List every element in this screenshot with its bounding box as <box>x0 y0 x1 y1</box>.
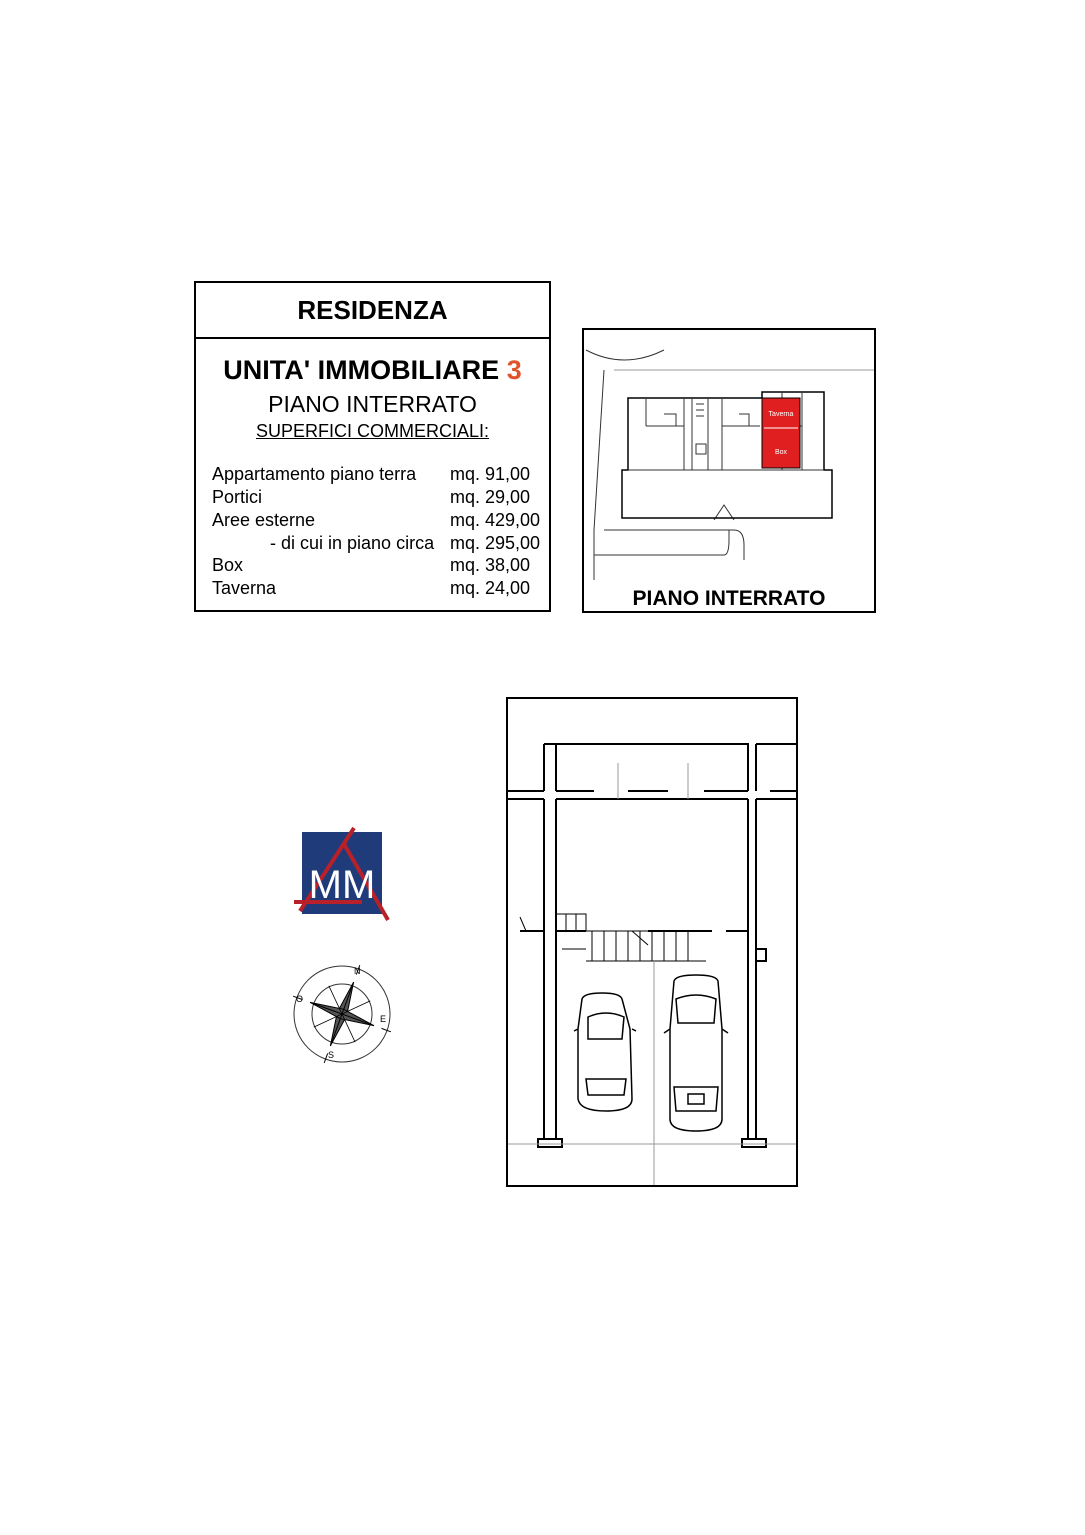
unit-label: UNITA' IMMOBILIARE <box>223 355 500 385</box>
surface-label: Aree esterne <box>212 510 316 530</box>
surface-label: Box <box>212 555 244 575</box>
car-icon <box>664 975 728 1131</box>
unit-heading <box>196 355 549 386</box>
surface-value: mq. 429,00 <box>450 510 541 530</box>
surface-label: - di cui in piano circa <box>270 533 435 553</box>
surface-label: Taverna <box>212 578 277 598</box>
compass-rose-icon <box>286 958 398 1070</box>
car-icon <box>574 993 636 1111</box>
surfaces-heading: SUPERFICI COMMERCIALI: <box>255 421 490 441</box>
west-label: O <box>296 994 304 1004</box>
surface-value: mq. 295,00 <box>450 533 541 553</box>
surface-value: mq. 24,00 <box>450 578 531 598</box>
surface-label: Appartamento piano terra <box>212 464 417 484</box>
highlighted-unit <box>762 398 800 468</box>
residence-title: RESIDENZA <box>196 283 549 339</box>
surface-value: mq. 29,00 <box>450 487 531 507</box>
logo-letters: MM <box>308 863 376 907</box>
unit-number: 3 <box>506 355 522 385</box>
surface-label: Portici <box>212 487 263 507</box>
company-logo <box>292 826 392 924</box>
south-label: S <box>328 1050 335 1060</box>
north-label: N <box>354 966 361 976</box>
room-label-taverna: Taverna <box>768 411 794 418</box>
key-plan-drawing <box>584 330 874 580</box>
floor-plan-drawing <box>508 699 796 1185</box>
east-label: E <box>380 1014 387 1024</box>
floor-plan <box>506 697 798 1187</box>
key-plan-caption: PIANO INTERRATO <box>632 587 826 610</box>
surface-summary-box <box>194 281 551 612</box>
room-label-box: Box <box>774 449 788 456</box>
floor-name: PIANO INTERRATO <box>268 391 477 417</box>
surface-value: mq. 91,00 <box>450 464 531 484</box>
surface-value: mq. 38,00 <box>450 555 531 575</box>
key-plan <box>582 328 876 613</box>
